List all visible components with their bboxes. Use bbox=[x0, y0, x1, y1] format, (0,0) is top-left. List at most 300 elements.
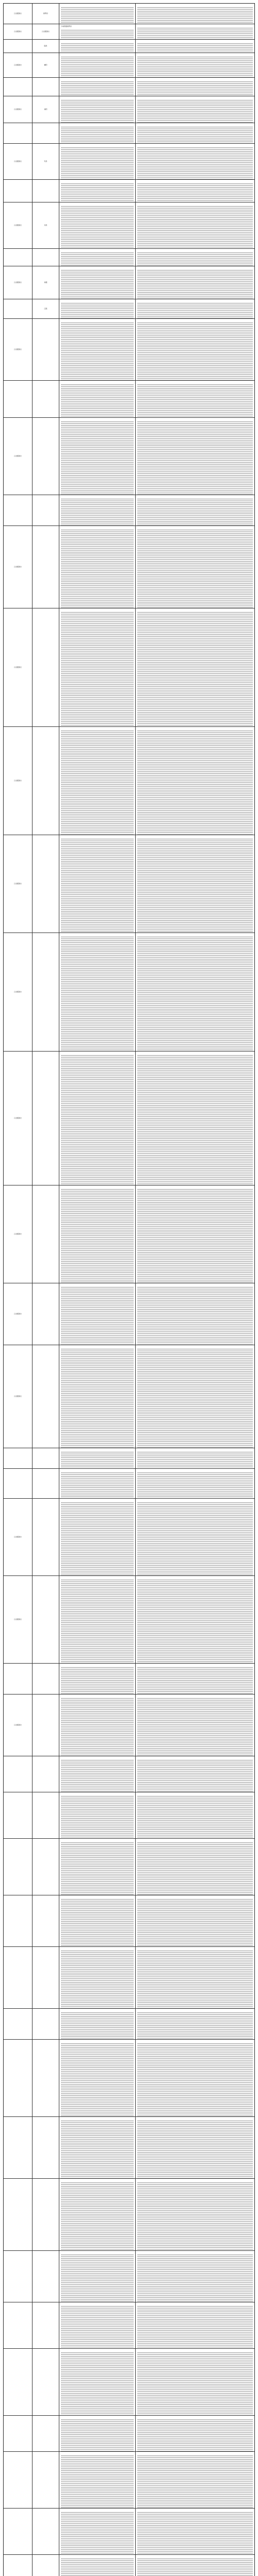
table-row bbox=[4, 2349, 254, 2416]
dense-text-block bbox=[137, 1795, 253, 1838]
region-cell bbox=[4, 1947, 33, 2008]
description-cell bbox=[59, 1448, 136, 1468]
dense-text-block bbox=[61, 206, 134, 248]
table-row bbox=[4, 1448, 254, 1469]
description-cell bbox=[59, 2040, 136, 2116]
region-cell bbox=[4, 2509, 33, 2554]
region-cell-text: 汉北郡国志 bbox=[13, 108, 22, 110]
region-cell bbox=[4, 266, 33, 299]
place-cell-text: 宛县 bbox=[44, 160, 47, 162]
place-cell bbox=[33, 381, 59, 417]
dense-text-block bbox=[61, 269, 134, 299]
dense-text-block bbox=[61, 2043, 134, 2116]
description-cell bbox=[59, 144, 136, 179]
dense-text-block bbox=[61, 2419, 134, 2451]
dense-text-block bbox=[137, 612, 253, 726]
dense-text-block bbox=[61, 1950, 134, 2008]
detail-cell bbox=[136, 1469, 254, 1498]
dense-text-block bbox=[137, 2012, 253, 2039]
table-row bbox=[4, 78, 254, 96]
dense-text-block bbox=[137, 1579, 253, 1663]
detail-cell bbox=[136, 40, 254, 53]
region-cell bbox=[4, 1185, 33, 1283]
region-cell bbox=[4, 1499, 33, 1575]
dense-text-block bbox=[61, 183, 134, 202]
detail-cell bbox=[136, 299, 254, 318]
detail-cell bbox=[136, 608, 254, 726]
detail-cell bbox=[136, 266, 254, 299]
region-cell-text: 汉北郡国志 bbox=[13, 63, 22, 66]
place-cell-text: 邓县 bbox=[44, 224, 47, 226]
description-cell bbox=[59, 1283, 136, 1345]
place-cell bbox=[33, 2251, 59, 2302]
detail-cell bbox=[136, 727, 254, 835]
detail-cell bbox=[136, 1499, 254, 1575]
table-row bbox=[4, 495, 254, 526]
dense-text-block bbox=[61, 302, 134, 318]
table-row bbox=[4, 835, 254, 933]
table-row bbox=[4, 319, 254, 381]
detail-cell bbox=[136, 1756, 254, 1792]
region-cell bbox=[4, 4, 33, 24]
region-cell bbox=[4, 2302, 33, 2348]
detail-cell bbox=[136, 1694, 254, 1756]
dense-text-block bbox=[61, 612, 134, 726]
place-cell bbox=[33, 1576, 59, 1663]
place-cell bbox=[33, 2040, 59, 2116]
description-cell bbox=[59, 933, 136, 1051]
place-cell bbox=[33, 180, 59, 202]
document-table bbox=[3, 3, 255, 2576]
description-cell bbox=[59, 1499, 136, 1575]
place-cell bbox=[33, 1052, 59, 1185]
dense-text-block bbox=[61, 1055, 134, 1185]
place-cell bbox=[33, 78, 59, 96]
place-cell bbox=[33, 2302, 59, 2348]
place-cell bbox=[33, 526, 59, 608]
dense-text-block bbox=[137, 2254, 253, 2302]
region-cell bbox=[4, 2349, 33, 2415]
detail-cell bbox=[136, 319, 254, 380]
place-cell-text: 南郡 bbox=[44, 281, 47, 283]
place-cell bbox=[33, 418, 59, 495]
dense-text-block bbox=[137, 498, 253, 526]
dense-text-block bbox=[137, 936, 253, 1051]
dense-text-block bbox=[61, 936, 134, 1051]
dense-text-block bbox=[61, 730, 134, 835]
place-cell bbox=[33, 1694, 59, 1756]
place-cell bbox=[33, 2349, 59, 2415]
dense-text-block bbox=[61, 421, 134, 495]
place-cell bbox=[33, 53, 59, 77]
dense-text-block bbox=[61, 2012, 134, 2039]
table-row bbox=[4, 144, 254, 180]
table-row bbox=[4, 249, 254, 266]
region-cell bbox=[4, 1052, 33, 1185]
region-cell-text: 汉北郡国志 bbox=[13, 779, 22, 782]
table-row bbox=[4, 1792, 254, 1839]
dense-text-block bbox=[137, 27, 253, 39]
dense-text-block bbox=[137, 1472, 253, 1498]
dense-text-block bbox=[61, 1579, 134, 1663]
dense-text-block bbox=[61, 1451, 134, 1468]
region-cell bbox=[4, 1694, 33, 1756]
region-cell bbox=[4, 202, 33, 248]
dense-text-block bbox=[137, 56, 253, 77]
table-row bbox=[4, 96, 254, 123]
dense-text-block bbox=[61, 56, 134, 77]
dense-text-block bbox=[137, 1189, 253, 1283]
region-cell bbox=[4, 933, 33, 1051]
dense-text-block bbox=[137, 1502, 253, 1575]
dense-text-block bbox=[61, 2254, 134, 2302]
table-row bbox=[4, 2179, 254, 2251]
region-cell bbox=[4, 2452, 33, 2508]
region-cell bbox=[4, 526, 33, 608]
description-cell bbox=[59, 608, 136, 726]
description-cell bbox=[59, 2302, 136, 2348]
detail-cell bbox=[136, 2349, 254, 2415]
dense-text-block bbox=[137, 1899, 253, 1946]
region-cell bbox=[4, 1345, 33, 1448]
description-cell-text: 今南阳郡新野县 bbox=[61, 25, 72, 27]
detail-cell bbox=[136, 1283, 254, 1345]
place-cell bbox=[33, 266, 59, 299]
detail-cell bbox=[136, 1792, 254, 1838]
detail-cell bbox=[136, 2302, 254, 2348]
dense-text-block bbox=[137, 322, 253, 380]
region-cell-text: 汉北郡国志 bbox=[13, 990, 22, 993]
place-cell bbox=[33, 202, 59, 248]
dense-text-block bbox=[61, 29, 134, 39]
detail-cell bbox=[136, 2179, 254, 2250]
region-cell bbox=[4, 2555, 33, 2576]
description-cell bbox=[59, 1664, 136, 1694]
detail-cell bbox=[136, 526, 254, 608]
region-cell bbox=[4, 249, 33, 266]
detail-cell bbox=[136, 2452, 254, 2508]
dense-text-block bbox=[137, 2182, 253, 2250]
dense-text-block bbox=[61, 81, 134, 96]
description-cell bbox=[59, 1185, 136, 1283]
dense-text-block bbox=[61, 147, 134, 179]
region-cell bbox=[4, 495, 33, 526]
region-cell bbox=[4, 319, 33, 380]
table-row bbox=[4, 608, 254, 727]
region-cell bbox=[4, 1792, 33, 1838]
dense-text-block bbox=[137, 1759, 253, 1792]
region-cell bbox=[4, 180, 33, 202]
detail-cell bbox=[136, 1839, 254, 1895]
region-cell bbox=[4, 144, 33, 179]
region-cell bbox=[4, 2251, 33, 2302]
dense-text-block bbox=[61, 1348, 134, 1448]
detail-cell bbox=[136, 2416, 254, 2451]
detail-cell bbox=[136, 933, 254, 1051]
detail-cell bbox=[136, 180, 254, 202]
dense-text-block bbox=[137, 730, 253, 835]
dense-text-block bbox=[61, 1667, 134, 1694]
table-row bbox=[4, 123, 254, 144]
table-row bbox=[4, 2509, 254, 2555]
dense-text-block bbox=[137, 1842, 253, 1895]
dense-text-block bbox=[137, 7, 253, 24]
dense-text-block bbox=[61, 1842, 134, 1895]
dense-text-block bbox=[137, 421, 253, 495]
region-cell bbox=[4, 96, 33, 123]
detail-cell bbox=[136, 381, 254, 417]
region-cell-text: 汉北郡国志 bbox=[13, 666, 22, 668]
place-cell bbox=[33, 24, 59, 39]
dense-text-block bbox=[61, 1795, 134, 1838]
place-cell bbox=[33, 1895, 59, 1946]
description-cell bbox=[59, 1052, 136, 1185]
dense-text-block bbox=[137, 81, 253, 96]
place-cell bbox=[33, 1664, 59, 1694]
dense-text-block bbox=[61, 7, 134, 24]
table-row bbox=[4, 180, 254, 202]
place-cell bbox=[33, 2452, 59, 2508]
dense-text-block bbox=[137, 529, 253, 608]
place-cell bbox=[33, 319, 59, 380]
place-cell bbox=[33, 1448, 59, 1468]
region-cell bbox=[4, 78, 33, 96]
table-row bbox=[4, 1345, 254, 1448]
dense-text-block bbox=[137, 2043, 253, 2116]
table-row bbox=[4, 40, 254, 53]
place-cell bbox=[33, 933, 59, 1051]
place-cell bbox=[33, 727, 59, 835]
description-cell bbox=[59, 202, 136, 248]
detail-cell bbox=[136, 96, 254, 123]
table-row bbox=[4, 1839, 254, 1895]
description-cell bbox=[59, 727, 136, 835]
dense-text-block bbox=[137, 2120, 253, 2178]
place-cell bbox=[33, 1185, 59, 1283]
dense-text-block bbox=[61, 2182, 134, 2250]
description-cell bbox=[59, 319, 136, 380]
place-cell bbox=[33, 2555, 59, 2576]
table-row bbox=[4, 2009, 254, 2040]
detail-cell bbox=[136, 2040, 254, 2116]
place-cell-text: 南阳 bbox=[44, 108, 47, 110]
detail-cell bbox=[136, 1185, 254, 1283]
table-row bbox=[4, 418, 254, 495]
region-cell bbox=[4, 1664, 33, 1694]
place-cell bbox=[33, 1499, 59, 1575]
dense-text-block bbox=[137, 2455, 253, 2508]
region-cell bbox=[4, 727, 33, 835]
region-cell bbox=[4, 123, 33, 143]
table-row bbox=[4, 1895, 254, 1947]
detail-cell bbox=[136, 835, 254, 933]
region-cell bbox=[4, 2117, 33, 2178]
region-cell-text: 汉北郡国志 bbox=[13, 1395, 22, 1397]
region-cell bbox=[4, 2009, 33, 2039]
dense-text-block bbox=[61, 1472, 134, 1498]
region-cell bbox=[4, 1895, 33, 1946]
table-row bbox=[4, 933, 254, 1052]
dense-text-block bbox=[137, 269, 253, 299]
description-cell bbox=[59, 2509, 136, 2554]
description-cell bbox=[59, 2555, 136, 2576]
place-cell bbox=[33, 249, 59, 266]
region-cell bbox=[4, 2040, 33, 2116]
region-cell bbox=[4, 40, 33, 53]
region-cell-text: 汉北郡国志 bbox=[13, 1232, 22, 1235]
table-row bbox=[4, 2416, 254, 2452]
region-cell bbox=[4, 2416, 33, 2451]
description-cell bbox=[59, 1895, 136, 1946]
region-cell bbox=[4, 1756, 33, 1792]
dense-text-block bbox=[61, 43, 134, 53]
table-row bbox=[4, 1469, 254, 1499]
dense-text-block bbox=[137, 1950, 253, 2008]
dense-text-block bbox=[61, 498, 134, 526]
description-cell bbox=[59, 40, 136, 53]
description-cell bbox=[59, 526, 136, 608]
dense-text-block bbox=[137, 2419, 253, 2451]
region-cell bbox=[4, 418, 33, 495]
place-cell bbox=[33, 2117, 59, 2178]
region-cell-text: 汉北郡国志 bbox=[13, 12, 22, 14]
detail-cell bbox=[136, 1345, 254, 1448]
description-cell bbox=[59, 2009, 136, 2039]
detail-cell bbox=[136, 1664, 254, 1694]
dense-text-block bbox=[137, 126, 253, 143]
region-cell-text: 汉北郡国志 bbox=[13, 1618, 22, 1620]
place-cell bbox=[33, 96, 59, 123]
dense-text-block bbox=[137, 183, 253, 202]
detail-cell bbox=[136, 1895, 254, 1946]
description-cell bbox=[59, 1345, 136, 1448]
detail-cell bbox=[136, 249, 254, 266]
dense-text-block bbox=[137, 1348, 253, 1448]
description-cell bbox=[59, 2416, 136, 2451]
region-cell-text: 汉北郡国志 bbox=[13, 281, 22, 283]
place-cell bbox=[33, 1756, 59, 1792]
description-cell bbox=[59, 1694, 136, 1756]
table-row bbox=[4, 2452, 254, 2509]
place-cell bbox=[33, 123, 59, 143]
dense-text-block bbox=[61, 1286, 134, 1345]
table-row bbox=[4, 2040, 254, 2117]
description-cell bbox=[59, 266, 136, 299]
description-cell bbox=[59, 299, 136, 318]
detail-cell bbox=[136, 1448, 254, 1468]
description-cell bbox=[59, 53, 136, 77]
region-cell-text: 汉北郡国志 bbox=[13, 565, 22, 568]
dense-text-block bbox=[137, 302, 253, 318]
place-cell bbox=[33, 2009, 59, 2039]
dense-text-block bbox=[137, 838, 253, 933]
place-cell-text: 汉北郡国志 bbox=[41, 30, 50, 32]
dense-text-block bbox=[61, 1698, 134, 1756]
place-cell bbox=[33, 1345, 59, 1448]
description-cell bbox=[59, 2117, 136, 2178]
table-row bbox=[4, 1947, 254, 2009]
dense-text-block bbox=[61, 2455, 134, 2508]
dense-text-block bbox=[61, 2120, 134, 2178]
place-cell bbox=[33, 1469, 59, 1498]
dense-text-block bbox=[61, 2352, 134, 2415]
detail-cell bbox=[136, 2509, 254, 2554]
description-cell bbox=[59, 78, 136, 96]
table-row bbox=[4, 2302, 254, 2349]
description-cell bbox=[59, 1947, 136, 2008]
dense-text-block bbox=[61, 838, 134, 933]
place-cell bbox=[33, 1792, 59, 1838]
dense-text-block bbox=[61, 1502, 134, 1575]
detail-cell bbox=[136, 53, 254, 77]
place-cell bbox=[33, 2509, 59, 2554]
description-cell bbox=[59, 1469, 136, 1498]
dense-text-block bbox=[61, 384, 134, 417]
detail-cell bbox=[136, 1052, 254, 1185]
region-cell-text: 汉北郡国志 bbox=[13, 1312, 22, 1315]
place-cell bbox=[33, 1283, 59, 1345]
region-cell bbox=[4, 299, 33, 318]
dense-text-block bbox=[61, 1189, 134, 1283]
region-cell bbox=[4, 1283, 33, 1345]
dense-text-block bbox=[61, 252, 134, 266]
region-cell bbox=[4, 24, 33, 39]
region-cell bbox=[4, 1469, 33, 1498]
dense-text-block bbox=[137, 43, 253, 53]
table-row bbox=[4, 24, 254, 40]
dense-text-block bbox=[61, 1899, 134, 1946]
detail-cell bbox=[136, 1576, 254, 1663]
table-row bbox=[4, 53, 254, 78]
dense-text-block bbox=[61, 2558, 134, 2576]
region-cell bbox=[4, 2179, 33, 2250]
dense-text-block bbox=[61, 126, 134, 143]
description-cell bbox=[59, 418, 136, 495]
dense-text-block bbox=[61, 322, 134, 380]
detail-cell bbox=[136, 2117, 254, 2178]
dense-text-block bbox=[137, 1451, 253, 1468]
description-cell bbox=[59, 2452, 136, 2508]
region-cell-text: 汉北郡国志 bbox=[13, 1116, 22, 1119]
place-cell bbox=[33, 495, 59, 526]
region-cell bbox=[4, 1448, 33, 1468]
description-cell bbox=[59, 1792, 136, 1838]
dense-text-block bbox=[137, 2558, 253, 2576]
place-cell bbox=[33, 2416, 59, 2451]
place-cell-text: 随县 bbox=[44, 44, 47, 47]
dense-text-block bbox=[137, 1667, 253, 1694]
place-cell bbox=[33, 835, 59, 933]
table-row bbox=[4, 381, 254, 418]
table-row bbox=[4, 2117, 254, 2179]
description-cell bbox=[59, 835, 136, 933]
dense-text-block bbox=[61, 529, 134, 608]
table-row bbox=[4, 1499, 254, 1576]
detail-cell bbox=[136, 2009, 254, 2039]
dense-text-block bbox=[137, 99, 253, 123]
region-cell bbox=[4, 835, 33, 933]
region-cell-text: 汉北郡国志 bbox=[13, 882, 22, 885]
detail-cell bbox=[136, 144, 254, 179]
region-cell bbox=[4, 1576, 33, 1663]
dense-text-block bbox=[137, 2352, 253, 2415]
table-row bbox=[4, 1664, 254, 1694]
dense-text-block bbox=[61, 99, 134, 123]
description-cell bbox=[59, 495, 136, 526]
description-cell bbox=[59, 1576, 136, 1663]
detail-cell bbox=[136, 495, 254, 526]
description-cell bbox=[59, 96, 136, 123]
